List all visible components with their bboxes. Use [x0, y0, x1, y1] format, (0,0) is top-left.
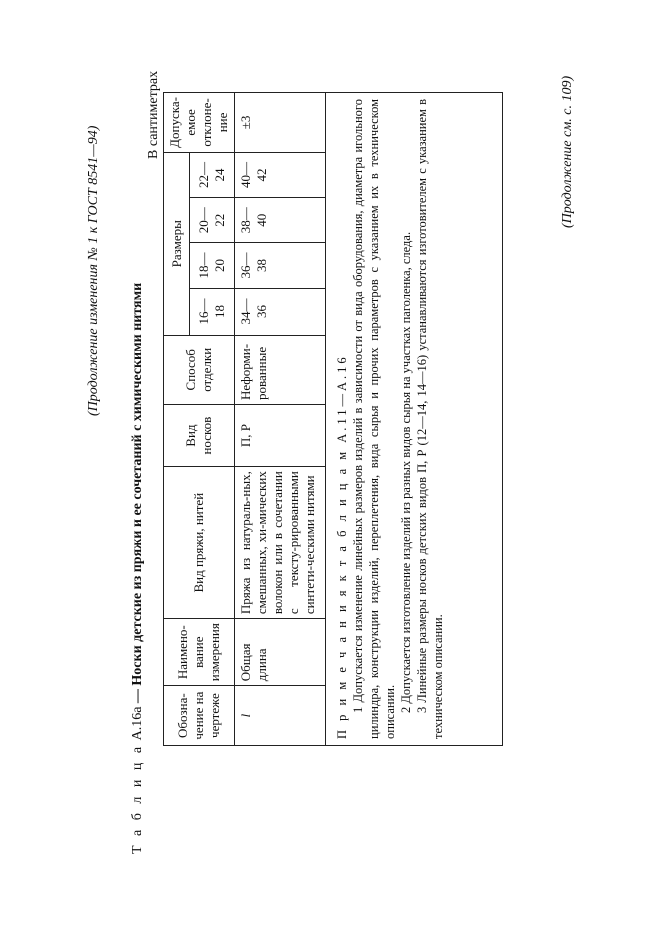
cell-measurement-name: Общая длина: [235, 619, 326, 686]
continuation-header: (Продолжение изменения № 1 к ГОСТ 8541—94): [86, 125, 101, 416]
header-sizes: Размеры: [164, 152, 190, 335]
header-designation: Обозна-чение на чертеже: [164, 686, 235, 745]
table-header-row-1: [164, 93, 190, 745]
table-notes: [334, 99, 446, 739]
table-row: [235, 93, 326, 745]
header-measurement-name: Наимено-вание измерения: [164, 619, 235, 686]
cell-size-value: 34—36: [235, 288, 326, 335]
sizes-table: [164, 93, 326, 745]
continuation-footer: (Продолжение см. с. 109): [560, 75, 575, 228]
note-item: 1 Допускается изменение линейных размеров изделий в зависимости от вида оборудования, диаметра игольного цилиндра, конструкции изделий, переплетения, вида сырья и прочих параметров с указанием их в техническом описании.: [351, 99, 397, 739]
header-tolerance: Допуска-емое отклоне-ние: [164, 93, 235, 152]
table-title-dash: —: [130, 689, 145, 704]
cell-designation: l: [235, 686, 326, 745]
size-column-header: 22—24: [190, 152, 235, 197]
size-column-header: 18—20: [190, 243, 235, 288]
table-title-name: Носки детские из пряжи и ее сочетаний с химическими нитями: [130, 282, 145, 686]
note-item: 2 Допускается изготовление изделий из разных видов сырья на участках паголенка, следа.: [399, 231, 413, 713]
header-yarn-type: Вид пряжи, нитей: [164, 467, 235, 619]
cell-size-value: 40—42: [235, 152, 326, 197]
page-sheet: [0, 56, 661, 936]
table-title-label: Т а б л и ц а: [130, 743, 145, 854]
table-frame: [163, 92, 503, 746]
units-label: В сантиметрах: [146, 70, 161, 159]
notes-heading: П р и м е ч а н и я к т а б л и ц а м А.11—А.16: [335, 354, 349, 739]
size-column-header: 20—22: [190, 198, 235, 243]
table-title: [130, 283, 146, 854]
cell-yarn-type: Пряжа из натураль-ных, смешанных, хи-мических волокон или в сочетании с тексту-рированными синтети-ческими нитями: [235, 467, 326, 619]
header-finish-method: Способ отделки: [164, 335, 235, 404]
cell-finish-method: Неформи-рованные: [235, 335, 326, 404]
header-sock-type: Вид носков: [164, 405, 235, 467]
cell-size-value: 36—38: [235, 243, 326, 288]
cell-tolerance: ±3: [235, 93, 326, 152]
cell-sock-type: П, Р: [235, 405, 326, 467]
note-item: 3 Линейные размеры носков детских видов П, Р (12—14, 14—16) устанавливаются изготовителем с указанием в техническом описании.: [415, 99, 445, 739]
cell-size-value: 38—40: [235, 198, 326, 243]
size-column-header: 16—18: [190, 288, 235, 335]
table-title-number: А.16а: [130, 706, 145, 741]
